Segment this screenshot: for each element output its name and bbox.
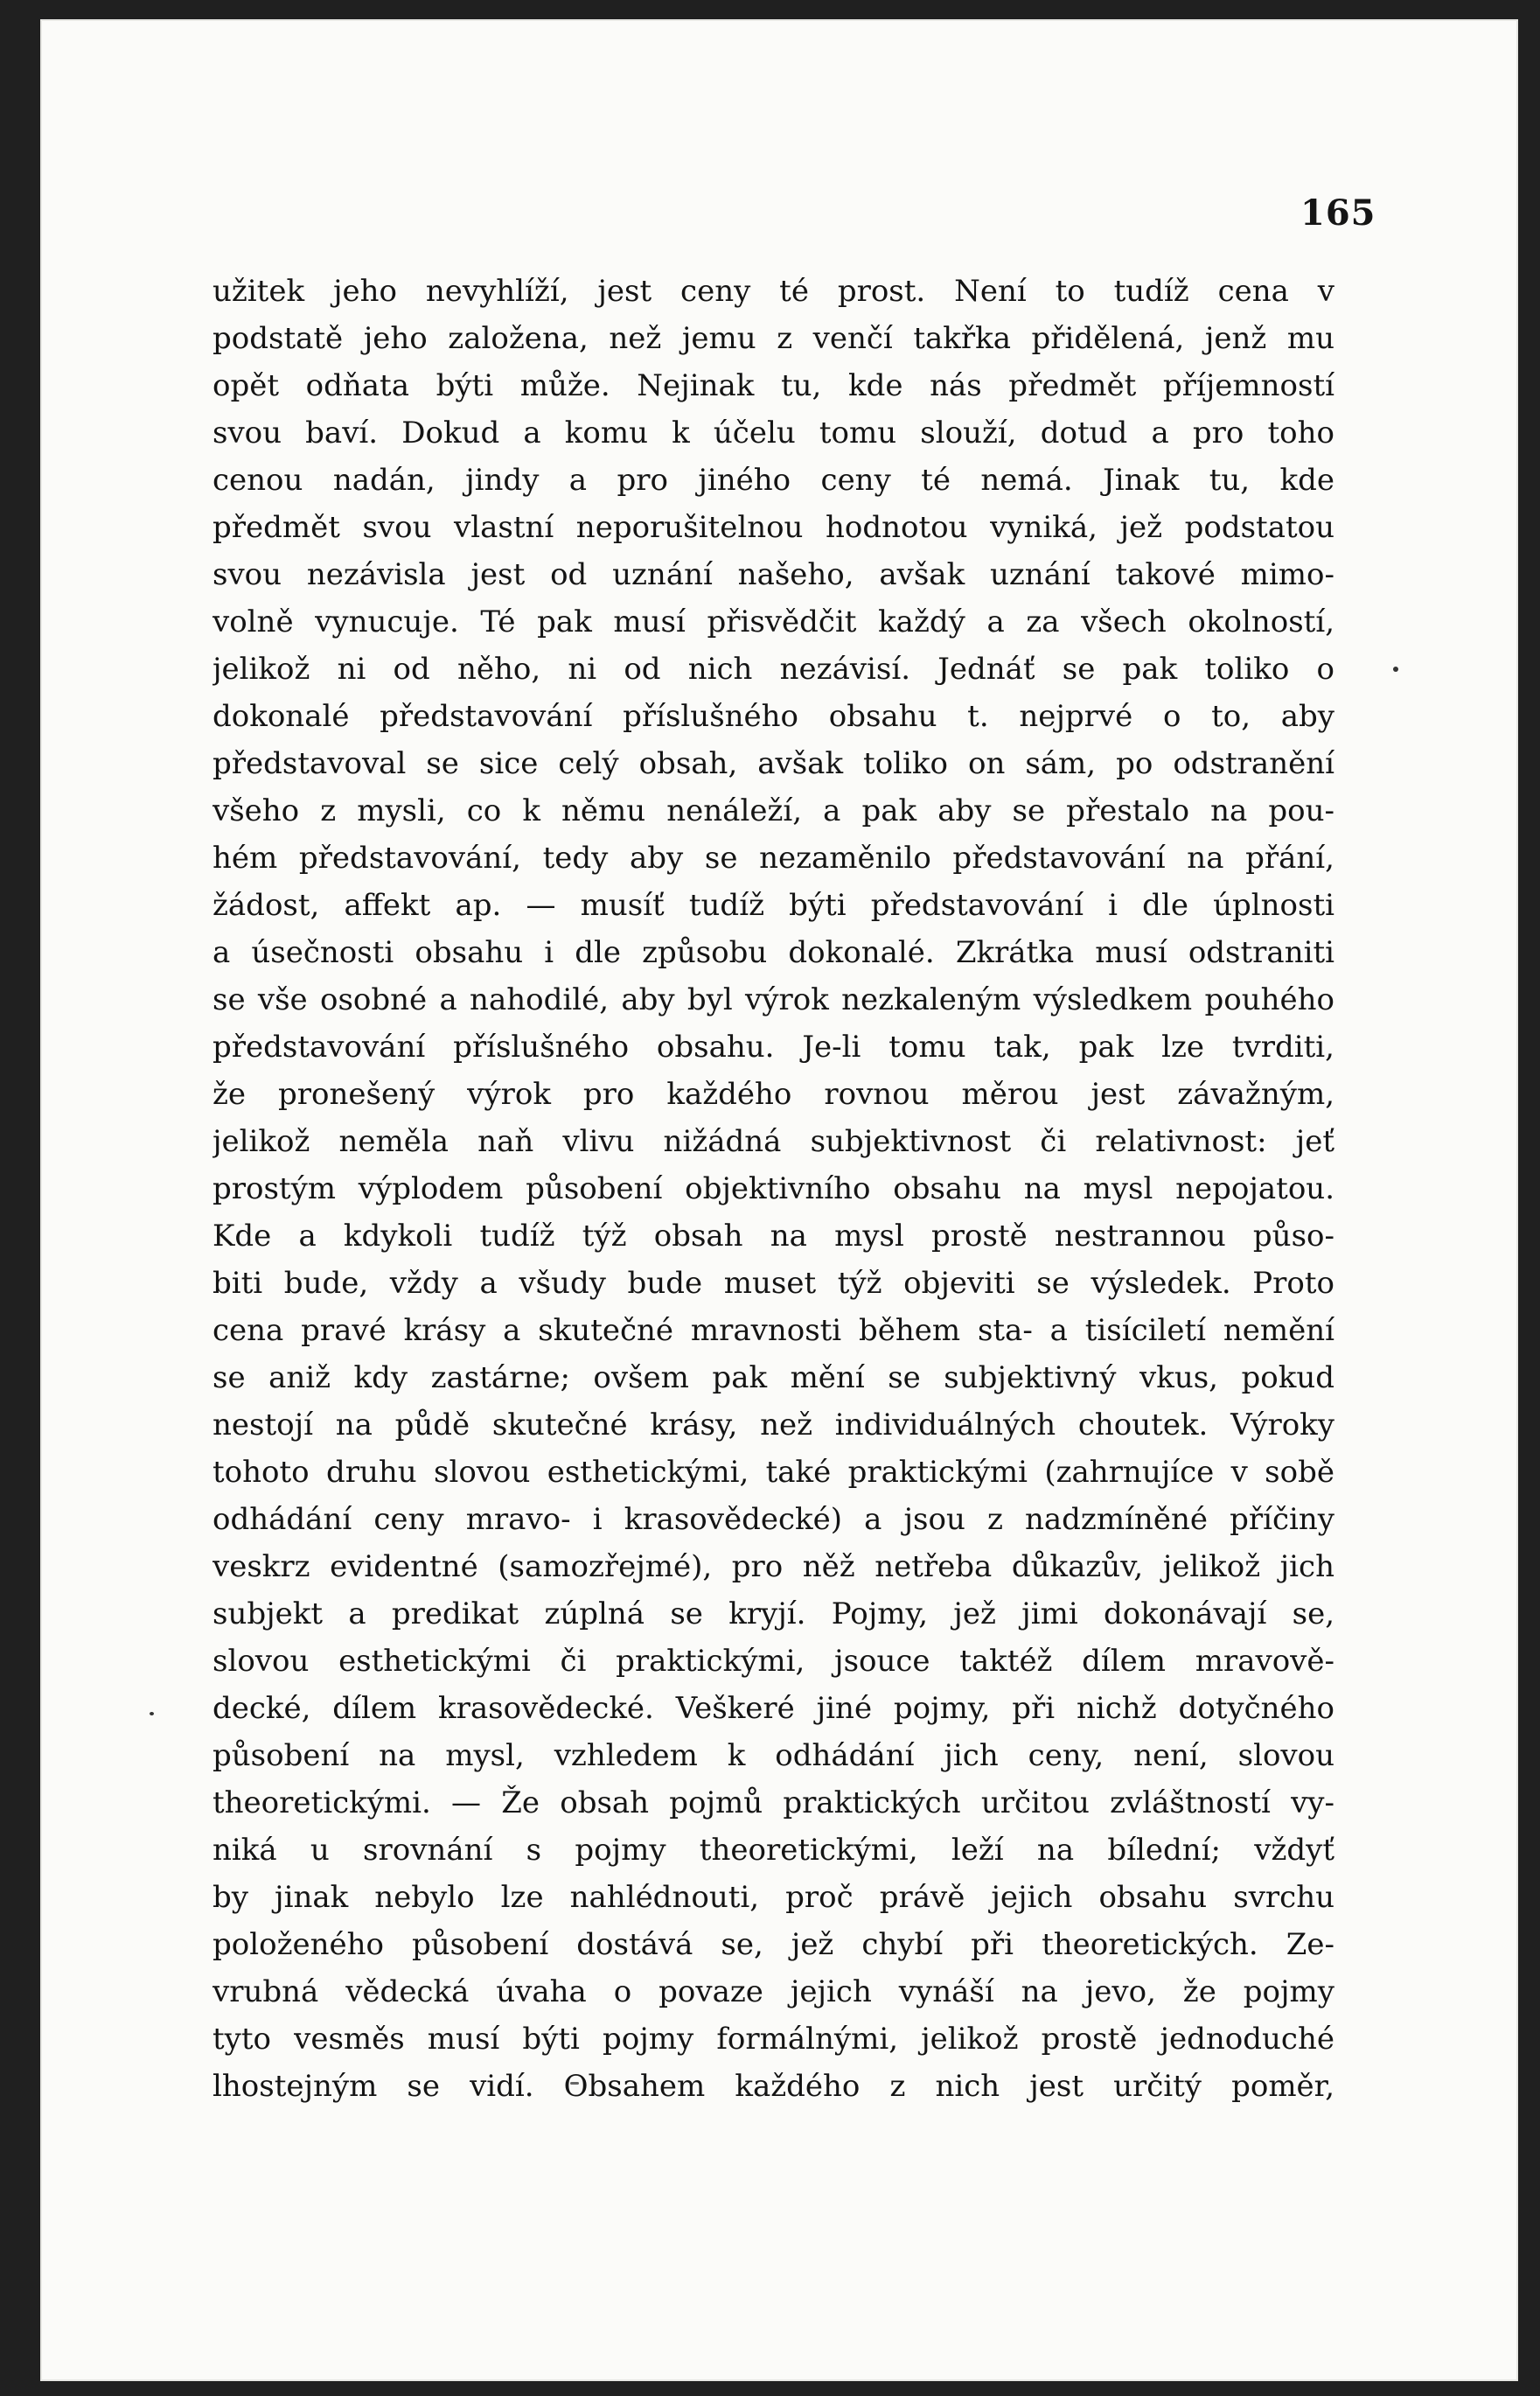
text-line: jelikož ni od něho, ni od nich nezávisí. Jednáť se pak toliko o (213, 652, 1334, 687)
text-line: lhostejným se vidí. Obsahem každého z nich jest určitý poměr, (213, 2069, 1334, 2104)
text-line: představoval se sice celý obsah, avšak toliko on sám, po odstranění (213, 746, 1334, 781)
text-line: položeného působení dostává se, jež chybí při theoretických. Ze- (213, 1927, 1334, 1962)
text-line: podstatě jeho založena, než jemu z venčí takřka přidělená, jenž mu (213, 321, 1334, 356)
text-line: biti bude, vždy a všudy bude muset týž objeviti se výsledek. Proto (213, 1266, 1334, 1301)
ink-speck (150, 1712, 154, 1715)
ink-speck (1393, 667, 1398, 672)
text-line: vrubná vědecká úvaha o povaze jejich vynáší na jevo, že pojmy (213, 1974, 1334, 2009)
text-line: a úsečnosti obsahu i dle způsobu dokonalé. Zkrátka musí odstraniti (213, 935, 1334, 970)
text-line: předmět svou vlastní neporušitelnou hodnotou vyniká, jež podstatou (213, 510, 1334, 545)
body-text (213, 268, 1334, 2110)
text-line: tyto vesměs musí býti pojmy formálnými, jelikož prostě jednoduché (213, 2022, 1334, 2057)
text-line: tohoto druhu slovou esthetickými, také praktickými (zahrnujíce v sobě (213, 1455, 1334, 1490)
text-line: žádost, affekt ap. — musíť tudíž býti představování i dle úplnosti (213, 888, 1334, 923)
text-line: že pronešený výrok pro každého rovnou měrou jest závažným, (213, 1077, 1334, 1112)
text-line: představování příslušného obsahu. Je-li tomu tak, pak lze tvrditi, (213, 1030, 1334, 1065)
text-line: všeho z mysli, co k němu nenáleží, a pak aby se přestalo na pou- (213, 793, 1334, 828)
text-line: jelikož neměla naň vlivu nižádná subjektivnost či relativnost: jeť (213, 1124, 1334, 1159)
text-line: nestojí na půdě skutečné krásy, než individuálných choutek. Výroky (213, 1408, 1334, 1442)
text-line: Kde a kdykoli tudíž týž obsah na mysl prostě nestrannou půso- (213, 1219, 1334, 1254)
text-line: prostým výplodem působení objektivního obsahu na mysl nepojatou. (213, 1171, 1334, 1206)
text-line: svou baví. Dokud a komu k účelu tomu slouží, dotud a pro toho (213, 416, 1334, 451)
text-line: subjekt a predikat zúplná se kryjí. Pojmy, jež jimi dokonávají se, (213, 1596, 1334, 1631)
text-line: slovou esthetickými či praktickými, jsouce taktéž dílem mravově- (213, 1644, 1334, 1679)
text-line: odhádání ceny mravo- i krasovědecké) a jsou z nadzmíněné příčiny (213, 1502, 1334, 1537)
book-page (40, 19, 1518, 2381)
text-line: se vše osobné a nahodilé, aby byl výrok nezkaleným výsledkem pouhého (213, 982, 1334, 1017)
text-line: působení na mysl, vzhledem k odhádání jich ceny, není, slovou (213, 1738, 1334, 1773)
text-line: dokonalé představování příslušného obsahu t. nejprvé o to, aby (213, 699, 1334, 734)
page-number: 165 (1300, 192, 1376, 234)
text-line: veskrz evidentné (samozřejmé), pro něž netřeba důkazův, jelikož jich (213, 1549, 1334, 1584)
text-line: opět odňata býti může. Nejinak tu, kde nás předmět příjemností (213, 368, 1334, 403)
text-line: volně vynucuje. Té pak musí přisvědčit každý a za všech okolností, (213, 604, 1334, 639)
text-line: cena pravé krásy a skutečné mravnosti během sta- a tisíciletí nemění (213, 1313, 1334, 1348)
text-line: theoretickými. — Že obsah pojmů praktických určitou zvláštností vy- (213, 1785, 1334, 1820)
text-line: by jinak nebylo lze nahlédnouti, proč právě jejich obsahu svrchu (213, 1880, 1334, 1915)
text-line: cenou nadán, jindy a pro jiného ceny té nemá. Jinak tu, kde (213, 463, 1334, 498)
text-line: svou nezávisla jest od uznání našeho, avšak uznání takové mimo- (213, 557, 1334, 592)
text-line: se aniž kdy zastárne; ovšem pak mění se subjektivný vkus, pokud (213, 1360, 1334, 1395)
text-line: niká u srovnání s pojmy theoretickými, leží na bílední; vždyť (213, 1833, 1334, 1868)
text-line: užitek jeho nevyhlíží, jest ceny té prost. Není to tudíž cena v (213, 274, 1334, 309)
text-line: hém představování, tedy aby se nezaměnilo představování na přání, (213, 841, 1334, 876)
text-line: decké, dílem krasovědecké. Veškeré jiné pojmy, při nichž dotyčného (213, 1691, 1334, 1726)
